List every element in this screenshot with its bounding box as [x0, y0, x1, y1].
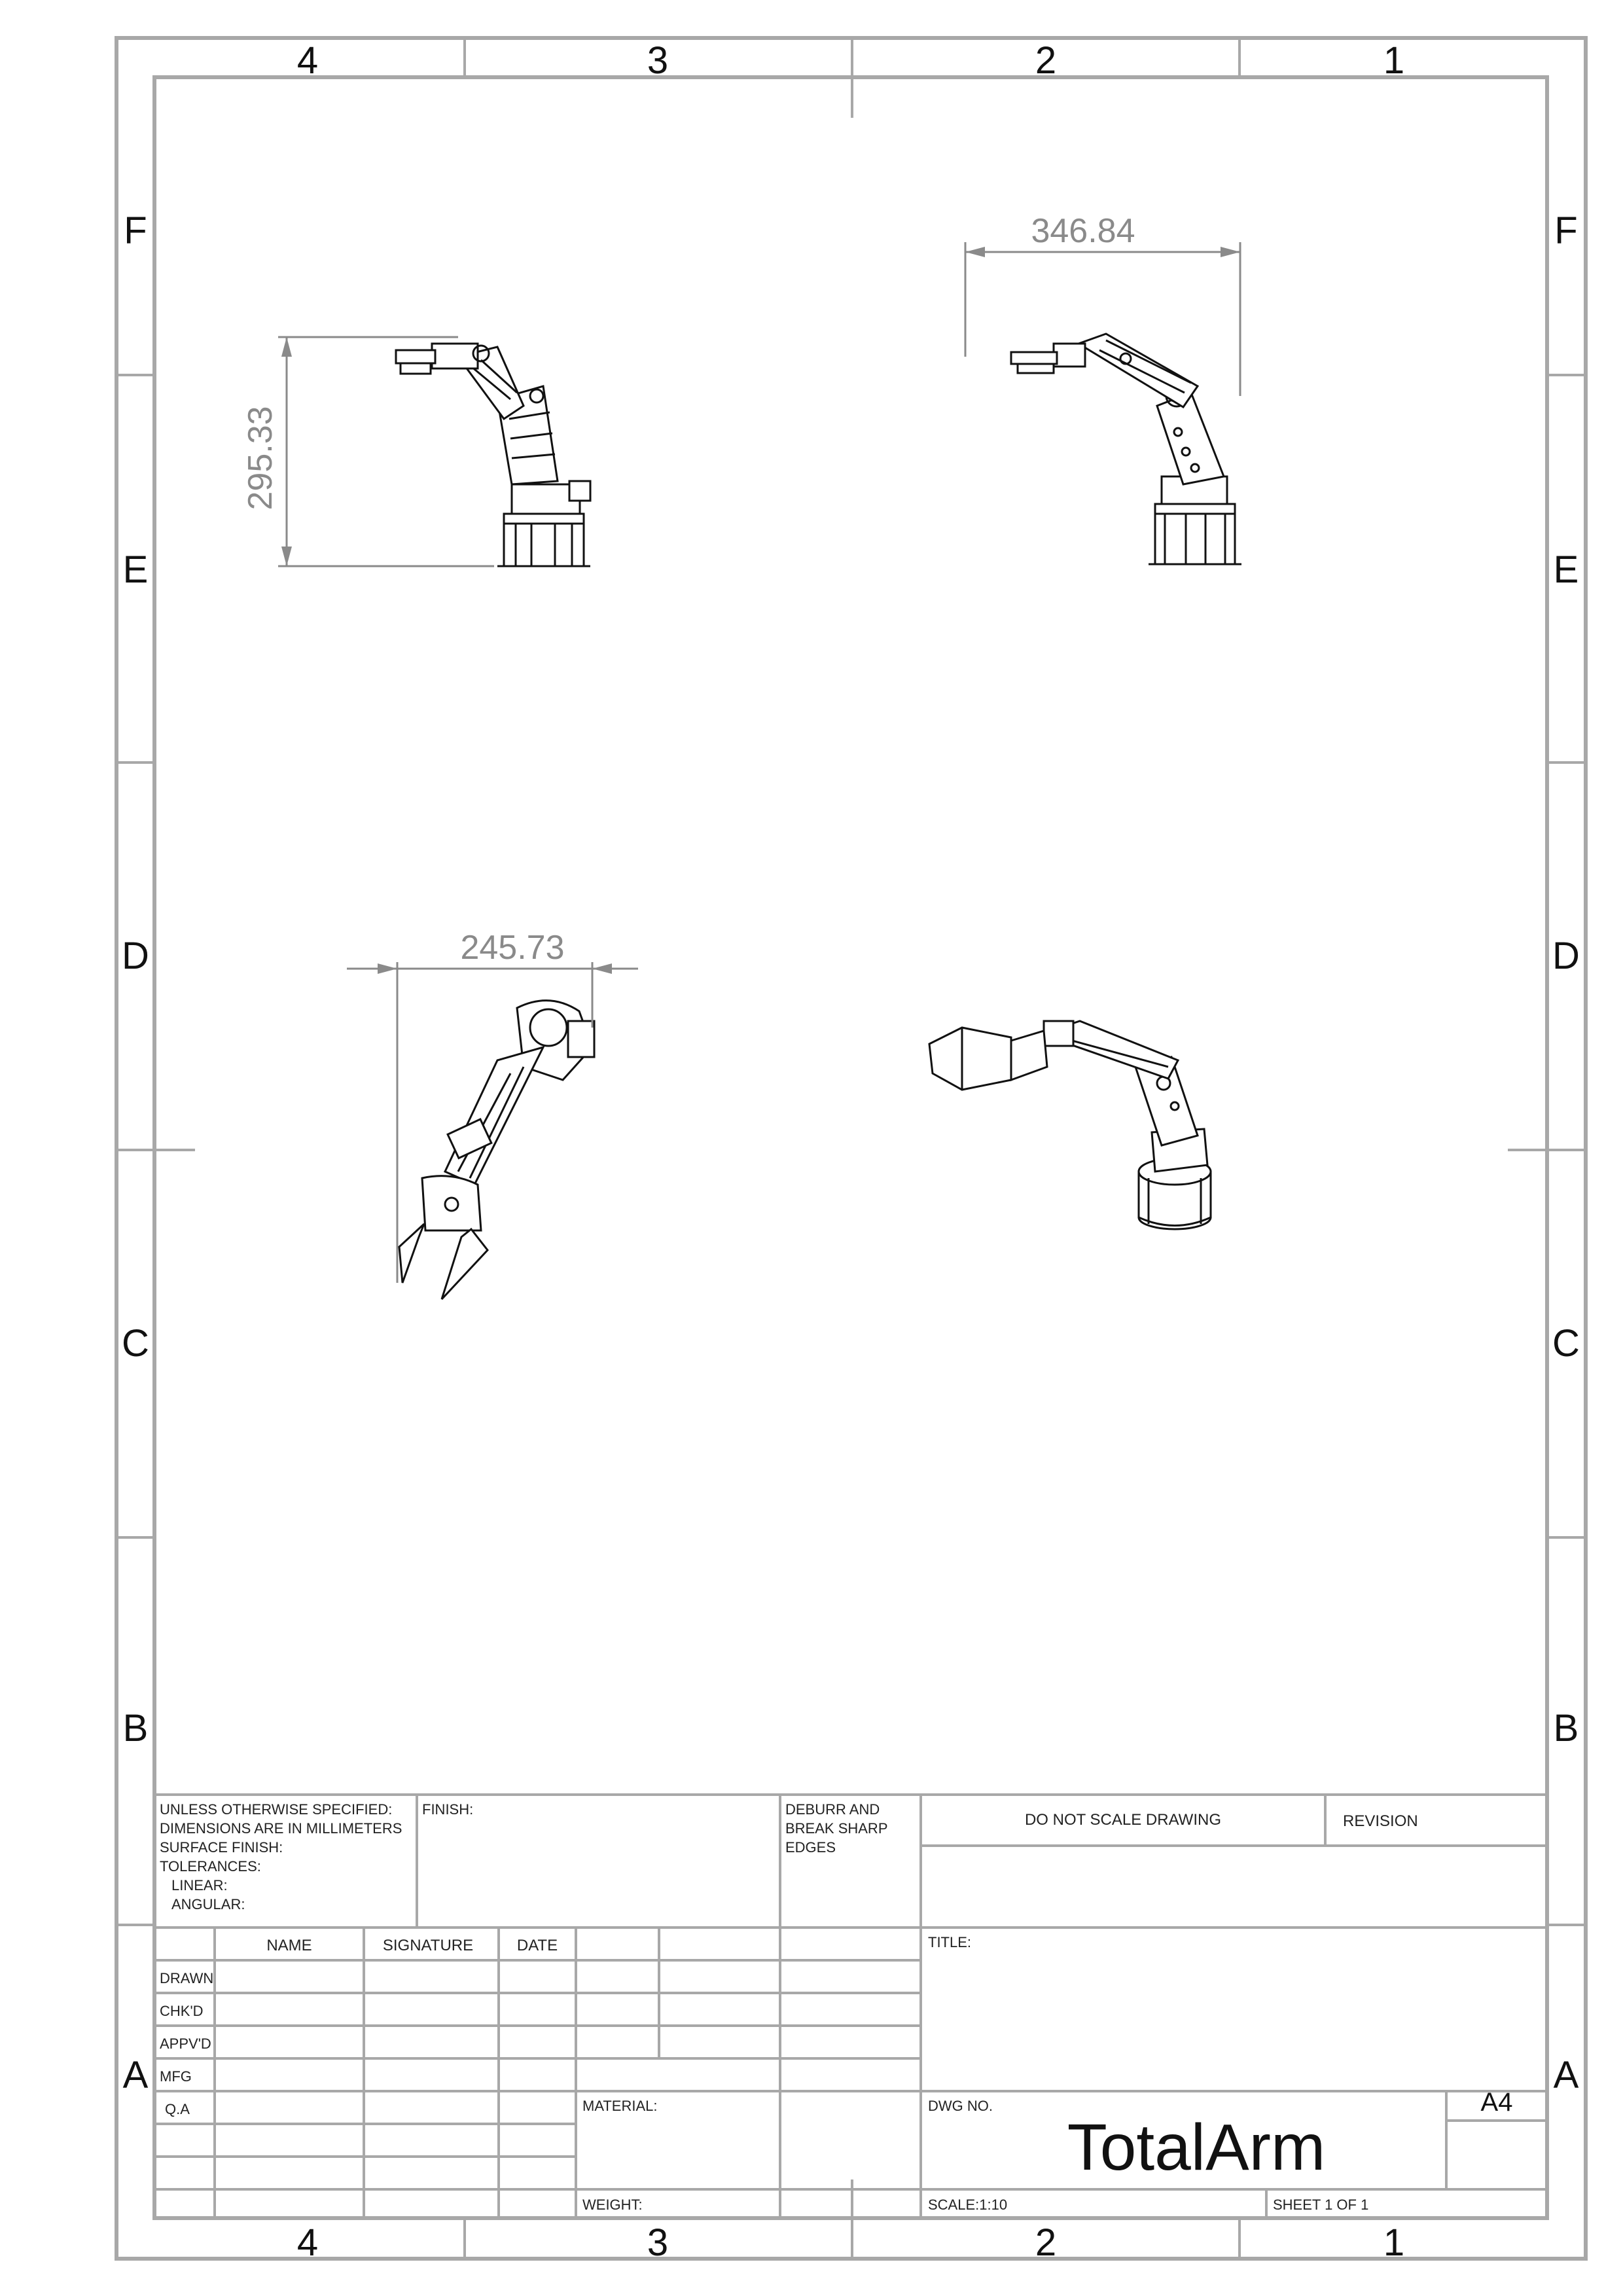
zone-row-label-right: F: [1554, 209, 1578, 252]
role-label: DRAWN: [160, 1970, 214, 1986]
zone-row-label-right: A: [1553, 2054, 1579, 2096]
zone-col-label-bottom: 4: [296, 2221, 319, 2264]
zone-col-label-top: 4: [296, 39, 319, 82]
col-header-date: DATE: [516, 1937, 558, 1954]
zone-col-label-bottom: 2: [1035, 2221, 1057, 2264]
deburr-line: BREAK SHARP: [785, 1820, 888, 1837]
zone-row-label-right: C: [1552, 1322, 1580, 1365]
role-label: Q.A: [165, 2101, 190, 2117]
zone-row-label-right: E: [1553, 548, 1579, 591]
drawing-name: TotalArm: [1067, 2111, 1326, 2184]
zone-row-label-left: D: [122, 935, 149, 977]
title-label: TITLE:: [928, 1934, 972, 1950]
zone-row-label-left: E: [122, 548, 149, 591]
zone-row-label-right: D: [1552, 935, 1580, 977]
role-label: MFG: [160, 2068, 192, 2085]
zone-col-label-top: 2: [1035, 39, 1057, 82]
material-label: MATERIAL:: [582, 2098, 658, 2114]
zone-row-label-right: B: [1553, 1707, 1579, 1749]
zone-row-label-left: C: [122, 1322, 149, 1365]
revision-label: REVISION: [1343, 1812, 1418, 1830]
dwg-no-label: DWG NO.: [928, 2098, 993, 2114]
zone-col-label-top: 3: [647, 39, 669, 82]
zone-row-label-left: F: [124, 209, 147, 252]
note-line: SURFACE FINISH:: [160, 1839, 283, 1856]
zone-col-label-top: 1: [1383, 39, 1405, 82]
scale-label: SCALE:1:10: [928, 2197, 1008, 2213]
col-header-name: NAME: [266, 1937, 312, 1954]
dim-label-245: 245.73: [460, 929, 565, 967]
weight-label: WEIGHT:: [582, 2197, 643, 2213]
deburr-line: DEBURR AND: [785, 1801, 880, 1818]
note-line: ANGULAR:: [171, 1896, 245, 1912]
do-not-scale-label: DO NOT SCALE DRAWING: [1024, 1811, 1222, 1829]
col-header-signature: SIGNATURE: [382, 1937, 474, 1954]
sheet-label: SHEET 1 OF 1: [1273, 2197, 1369, 2213]
role-label: CHK'D: [160, 2003, 204, 2019]
note-line: DIMENSIONS ARE IN MILLIMETERS: [160, 1820, 402, 1837]
role-label: APPV'D: [160, 2036, 211, 2052]
note-line: UNLESS OTHERWISE SPECIFIED:: [160, 1801, 393, 1818]
deburr-line: EDGES: [785, 1839, 836, 1856]
zone-row-label-left: B: [122, 1707, 149, 1749]
zone-row-label-left: A: [122, 2054, 149, 2096]
zone-col-label-bottom: 1: [1383, 2221, 1405, 2264]
note-line: TOLERANCES:: [160, 1858, 261, 1874]
finish-label: FINISH:: [422, 1801, 474, 1818]
zone-col-label-bottom: 3: [647, 2221, 669, 2264]
dim-label-295: 295.33: [241, 406, 279, 511]
note-line: LINEAR:: [171, 1877, 228, 1893]
sheet-size: A4: [1480, 2088, 1513, 2117]
dim-label-346: 346.84: [1031, 212, 1135, 250]
